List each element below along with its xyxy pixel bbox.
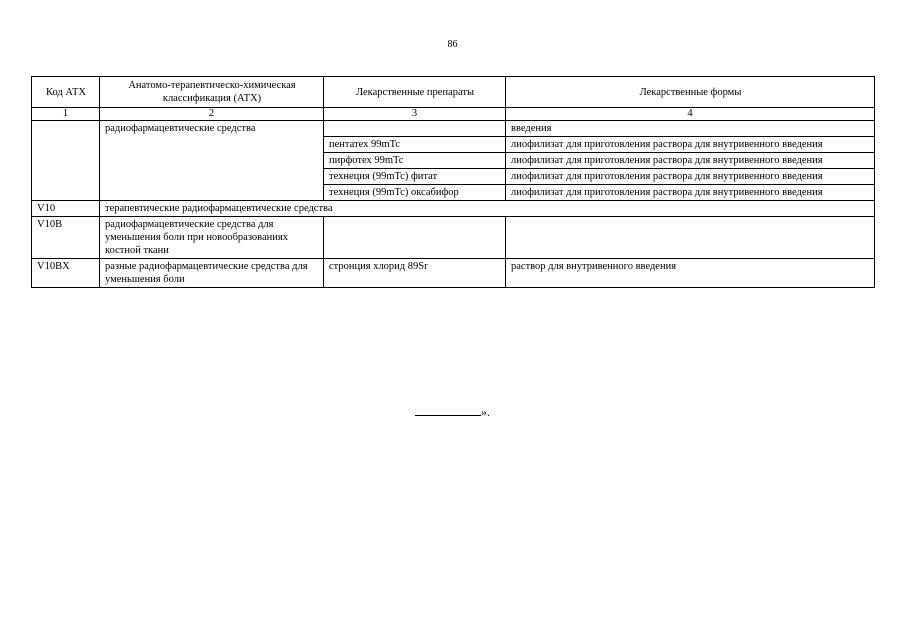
header-atx-classification: Анатомо-терапевтическо-химическая классификация (АТХ) [100,77,324,108]
table-row [32,121,875,137]
drug-cell: технеция (99mTc) оксабифор [324,185,506,201]
form-cell: раствор для внутривенного введения [506,259,875,288]
page-number: 86 [447,39,458,50]
closing-mark [0,404,905,420]
column-number: 2 [100,108,324,121]
form-cell: введения [506,121,875,137]
column-number: 4 [506,108,875,121]
code-cell: V10BX [32,259,100,288]
header-drugs: Лекарственные препараты [324,77,506,108]
code-cell-empty [32,121,100,201]
signature-blank-line [415,404,481,416]
column-number-row [32,108,875,121]
classification-cell: разные радиофармацевтические средства для уменьшения боли [100,259,324,288]
drug-cell: технеция (99mTc) фитат [324,169,506,185]
code-cell: V10B [32,217,100,259]
header-dosage-forms: Лекарственные формы [506,77,875,108]
table-row [32,201,875,217]
closing-quote: ». [481,405,490,419]
column-number: 1 [32,108,100,121]
drug-cell: пирфотех 99mTc [324,153,506,169]
form-cell: лиофилизат для приготовления раствора для внутривенного введения [506,185,875,201]
form-cell: лиофилизат для приготовления раствора для внутривенного введения [506,137,875,153]
drug-cell: пентатех 99mTc [324,137,506,153]
table-row [32,259,875,288]
form-cell: лиофилизат для приготовления раствора для внутривенного введения [506,153,875,169]
code-cell: V10 [32,201,100,217]
classification-cell: радиофармацевтические средства для уменьшения боли при новообразованиях костной ткани [100,217,324,259]
table-row [32,217,875,259]
form-cell [506,217,875,259]
drug-cell [324,121,506,137]
atx-table [31,76,875,288]
classification-cell: радиофармацевтические средства [100,121,324,201]
column-number: 3 [324,108,506,121]
drug-cell: стронция хлорид 89Sr [324,259,506,288]
table-header-row [32,77,875,108]
form-cell: лиофилизат для приготовления раствора для внутривенного введения [506,169,875,185]
drug-cell [324,217,506,259]
header-atx-code: Код АТХ [32,77,100,108]
classification-cell: терапевтические радиофармацевтические средства [100,201,875,217]
